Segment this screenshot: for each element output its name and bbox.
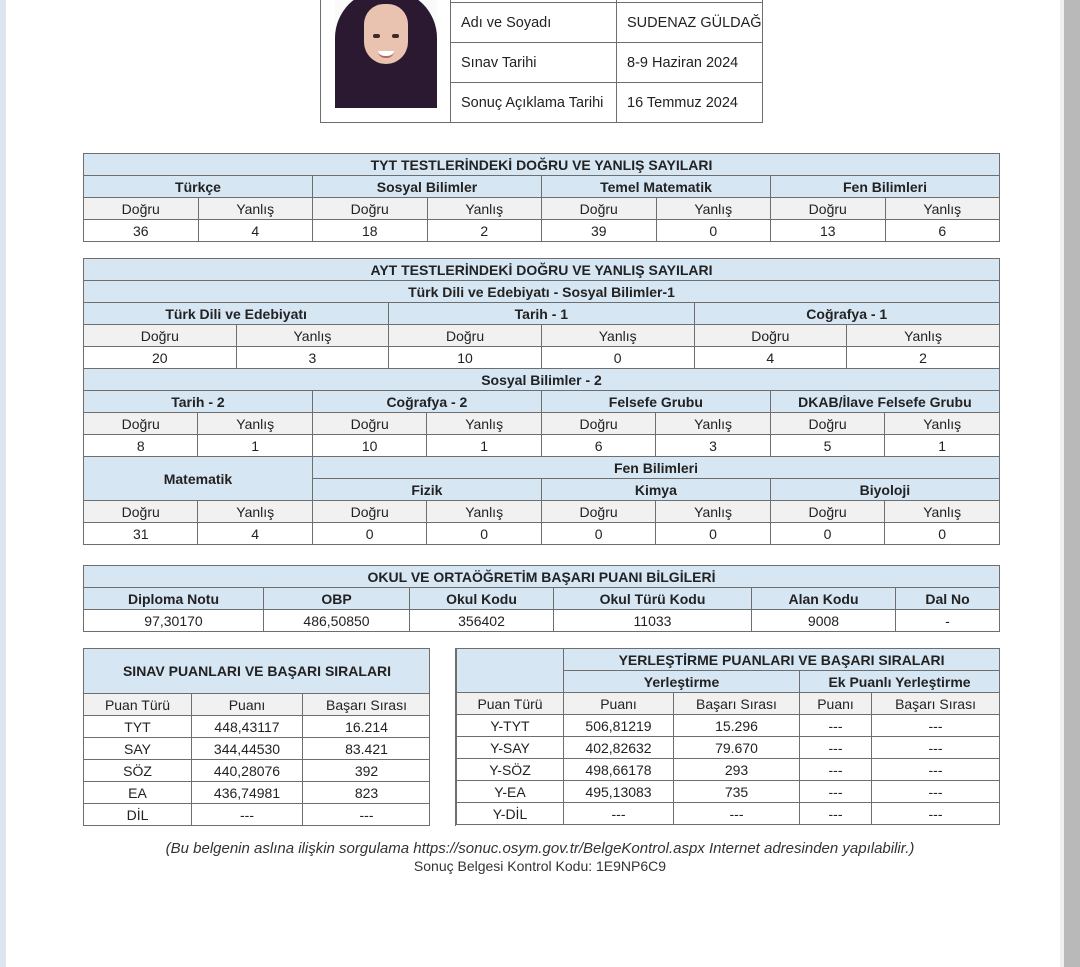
- ayt-subject: Tarih - 2: [84, 391, 313, 413]
- placement-title-blank: [457, 649, 564, 693]
- candidate-photo-cell: [321, 0, 451, 123]
- correct-header: Doğru: [770, 501, 884, 523]
- branch-no-header: Dal No: [896, 588, 1000, 610]
- extra-rank: ---: [872, 803, 1000, 825]
- correct-count: 0: [541, 523, 655, 545]
- rank-header: Başarı Sırası: [674, 693, 800, 715]
- correct-header: Doğru: [771, 198, 886, 220]
- verification-note: (Bu belgenin aslına ilişkin sorgulama https://sonuc.osym.gov.tr/BelgeKontrol.aspx Internet adresinden yapılabilir.): [165, 840, 915, 857]
- school-code-header: Okul Kodu: [410, 588, 554, 610]
- score: 440,28076: [192, 760, 303, 782]
- extra-score: ---: [800, 759, 872, 781]
- rank: 735: [674, 781, 800, 803]
- table-row: [84, 760, 431, 782]
- score-type: SÖZ: [84, 760, 192, 782]
- wrong-count: 6: [885, 220, 1000, 242]
- result-date-label: Sonuç Açıklama Tarihi: [451, 83, 617, 123]
- wrong-count: 0: [541, 347, 694, 369]
- tyt-subject: Fen Bilimleri: [771, 176, 1000, 198]
- wrong-header: Yanlış: [541, 325, 694, 347]
- table-row: [457, 759, 1000, 781]
- table-row: [457, 803, 1000, 825]
- correct-count: 0: [312, 523, 426, 545]
- school-info-table: [83, 565, 1000, 632]
- candidate-info-table: [320, 0, 763, 123]
- correct-header: Doğru: [312, 501, 426, 523]
- name-label: Adı ve Soyadı: [451, 3, 617, 43]
- page-edge-left: [0, 0, 6, 967]
- table-spacer: [429, 648, 456, 826]
- score: 506,81219: [564, 715, 674, 737]
- obp-value: 486,50850: [264, 610, 410, 632]
- correct-header: Doğru: [694, 325, 847, 347]
- exam-date: 8-9 Haziran 2024: [617, 43, 763, 83]
- ayt-subject: Coğrafya - 1: [694, 303, 1000, 325]
- wrong-count: 4: [198, 220, 313, 242]
- extra-score: ---: [800, 803, 872, 825]
- table-row: [457, 715, 1000, 737]
- wrong-header: Yanlış: [885, 413, 1000, 435]
- score-type: TYT: [84, 716, 192, 738]
- rank: 83.421: [303, 738, 431, 760]
- ayt-subject: Coğrafya - 2: [312, 391, 541, 413]
- branch-no: -: [896, 610, 1000, 632]
- table-row: [84, 804, 431, 826]
- scrollbar-track[interactable]: [1064, 0, 1080, 967]
- correct-count: 4: [694, 347, 847, 369]
- correct-count: 31: [84, 523, 198, 545]
- wrong-count: 0: [656, 523, 770, 545]
- rank: 392: [303, 760, 431, 782]
- table-row: [457, 737, 1000, 759]
- ayt-table: [83, 258, 1000, 545]
- extra-score: ---: [800, 715, 872, 737]
- ayt-math-title: Matematik: [84, 457, 313, 501]
- wrong-header: Yanlış: [847, 325, 1000, 347]
- wrong-count: 3: [656, 435, 770, 457]
- correct-header: Doğru: [84, 198, 199, 220]
- ayt-title: AYT TESTLERİNDEKİ DOĞRU VE YANLIŞ SAYILARI: [84, 259, 1000, 281]
- correct-count: 0: [770, 523, 884, 545]
- table-row: [84, 782, 431, 804]
- placement-sub-title: Yerleştirme: [564, 671, 800, 693]
- correct-count: 18: [313, 220, 428, 242]
- control-code: Sonuç Belgesi Kontrol Kodu: 1E9NP6C9: [413, 858, 667, 874]
- wrong-header: Yanlış: [427, 413, 541, 435]
- wrong-count: 3: [236, 347, 389, 369]
- score-type: Y-SAY: [457, 737, 564, 759]
- ayt-group2-title: Sosyal Bilimler - 2: [84, 369, 1000, 391]
- school-type-code-header: Okul Türü Kodu: [554, 588, 752, 610]
- score: 495,13083: [564, 781, 674, 803]
- wrong-header: Yanlış: [198, 413, 312, 435]
- wrong-header: Yanlış: [427, 198, 542, 220]
- wrong-header: Yanlış: [656, 413, 770, 435]
- wrong-header: Yanlış: [236, 325, 389, 347]
- school-title: OKUL VE ORTAÖĞRETİM BAŞARI PUANI BİLGİLERİ: [84, 566, 1000, 588]
- extra-rank-header: Başarı Sırası: [872, 693, 1000, 715]
- school-type-code: 11033: [554, 610, 752, 632]
- score: 448,43117: [192, 716, 303, 738]
- wrong-count: 0: [656, 220, 771, 242]
- wrong-count: 2: [427, 220, 542, 242]
- wrong-header: Yanlış: [656, 198, 771, 220]
- obp-header: OBP: [264, 588, 410, 610]
- wrong-header: Yanlış: [885, 198, 1000, 220]
- score: 498,66178: [564, 759, 674, 781]
- diploma-grade: 97,30170: [84, 610, 264, 632]
- result-date: 16 Temmuz 2024: [617, 83, 763, 123]
- table-row: [84, 716, 431, 738]
- rank: 79.670: [674, 737, 800, 759]
- correct-header: Doğru: [541, 413, 655, 435]
- score-type: Y-EA: [457, 781, 564, 803]
- correct-header: Doğru: [313, 198, 428, 220]
- correct-header: Doğru: [541, 501, 655, 523]
- score-type: DİL: [84, 804, 192, 826]
- score-type: Y-DİL: [457, 803, 564, 825]
- rank: ---: [674, 803, 800, 825]
- ayt-subject: Biyoloji: [770, 479, 999, 501]
- tyt-subject: Türkçe: [84, 176, 313, 198]
- rank: 16.214: [303, 716, 431, 738]
- correct-header: Doğru: [389, 325, 542, 347]
- correct-count: 13: [771, 220, 886, 242]
- rank: ---: [303, 804, 431, 826]
- extra-rank: ---: [872, 715, 1000, 737]
- correct-header: Doğru: [542, 198, 657, 220]
- wrong-header: Yanlış: [427, 501, 541, 523]
- correct-header: Doğru: [84, 325, 237, 347]
- wrong-count: 0: [885, 523, 1000, 545]
- field-code: 9008: [752, 610, 896, 632]
- extra-rank: ---: [872, 781, 1000, 803]
- wrong-count: 2: [847, 347, 1000, 369]
- correct-header: Doğru: [312, 413, 426, 435]
- wrong-header: Yanlış: [198, 501, 312, 523]
- ayt-subject: Türk Dili ve Edebiyatı: [84, 303, 389, 325]
- correct-count: 5: [770, 435, 884, 457]
- rank: 293: [674, 759, 800, 781]
- candidate-name: SUDENAZ GÜLDAĞ: [617, 3, 763, 43]
- exam-scores-title: SINAV PUANLARI VE BAŞARI SIRALARI: [84, 649, 431, 694]
- correct-count: 10: [389, 347, 542, 369]
- table-row: [84, 738, 431, 760]
- score-header: Puanı: [192, 694, 303, 716]
- rank: 823: [303, 782, 431, 804]
- ayt-subject: DKAB/İlave Felsefe Grubu: [770, 391, 999, 413]
- score-type: Y-TYT: [457, 715, 564, 737]
- wrong-count: 1: [885, 435, 1000, 457]
- ayt-group1-title: Türk Dili ve Edebiyatı - Sosyal Bilimler-1: [84, 281, 1000, 303]
- school-code: 356402: [410, 610, 554, 632]
- correct-header: Doğru: [84, 413, 198, 435]
- wrong-header: Yanlış: [656, 501, 770, 523]
- correct-count: 36: [84, 220, 199, 242]
- extra-score: ---: [800, 737, 872, 759]
- wrong-count: 1: [198, 435, 312, 457]
- score-type-header: Puan Türü: [84, 694, 192, 716]
- tyt-subject: Sosyal Bilimler: [313, 176, 542, 198]
- exam-date-label: Sınav Tarihi: [451, 43, 617, 83]
- score-header: Puanı: [564, 693, 674, 715]
- score-type: SAY: [84, 738, 192, 760]
- ayt-subject: Fizik: [312, 479, 541, 501]
- tyt-table: [83, 153, 1000, 242]
- score-type: Y-SÖZ: [457, 759, 564, 781]
- extra-rank: ---: [872, 759, 1000, 781]
- extra-rank: ---: [872, 737, 1000, 759]
- ayt-science-title: Fen Bilimleri: [312, 457, 999, 479]
- placement-title: YERLEŞTİRME PUANLARI VE BAŞARI SIRALARI: [564, 649, 1000, 671]
- score: 402,82632: [564, 737, 674, 759]
- correct-count: 39: [542, 220, 657, 242]
- extra-placement-sub-title: Ek Puanlı Yerleştirme: [800, 671, 1000, 693]
- correct-header: Doğru: [84, 501, 198, 523]
- ayt-subject: Felsefe Grubu: [541, 391, 770, 413]
- wrong-count: 1: [427, 435, 541, 457]
- correct-header: Doğru: [770, 413, 884, 435]
- extra-score-header: Puanı: [800, 693, 872, 715]
- correct-count: 8: [84, 435, 198, 457]
- placement-scores-table: [456, 648, 1000, 825]
- field-code-header: Alan Kodu: [752, 588, 896, 610]
- wrong-header: Yanlış: [885, 501, 1000, 523]
- tyt-subject: Temel Matematik: [542, 176, 771, 198]
- rank-header: Başarı Sırası: [303, 694, 431, 716]
- extra-score: ---: [800, 781, 872, 803]
- correct-count: 20: [84, 347, 237, 369]
- rank: 15.296: [674, 715, 800, 737]
- wrong-count: 0: [427, 523, 541, 545]
- candidate-photo: [335, 0, 437, 108]
- ayt-subject: Kimya: [541, 479, 770, 501]
- score-type-header: Puan Türü: [457, 693, 564, 715]
- score: 436,74981: [192, 782, 303, 804]
- wrong-count: 4: [198, 523, 312, 545]
- score-type: EA: [84, 782, 192, 804]
- ayt-subject: Tarih - 1: [389, 303, 694, 325]
- tyt-title: TYT TESTLERİNDEKİ DOĞRU VE YANLIŞ SAYILARI: [84, 154, 1000, 176]
- score: ---: [192, 804, 303, 826]
- correct-count: 10: [312, 435, 426, 457]
- table-row: [457, 781, 1000, 803]
- score: 344,44530: [192, 738, 303, 760]
- score: ---: [564, 803, 674, 825]
- exam-scores-table: [83, 648, 431, 826]
- diploma-grade-header: Diploma Notu: [84, 588, 264, 610]
- wrong-header: Yanlış: [198, 198, 313, 220]
- correct-count: 6: [541, 435, 655, 457]
